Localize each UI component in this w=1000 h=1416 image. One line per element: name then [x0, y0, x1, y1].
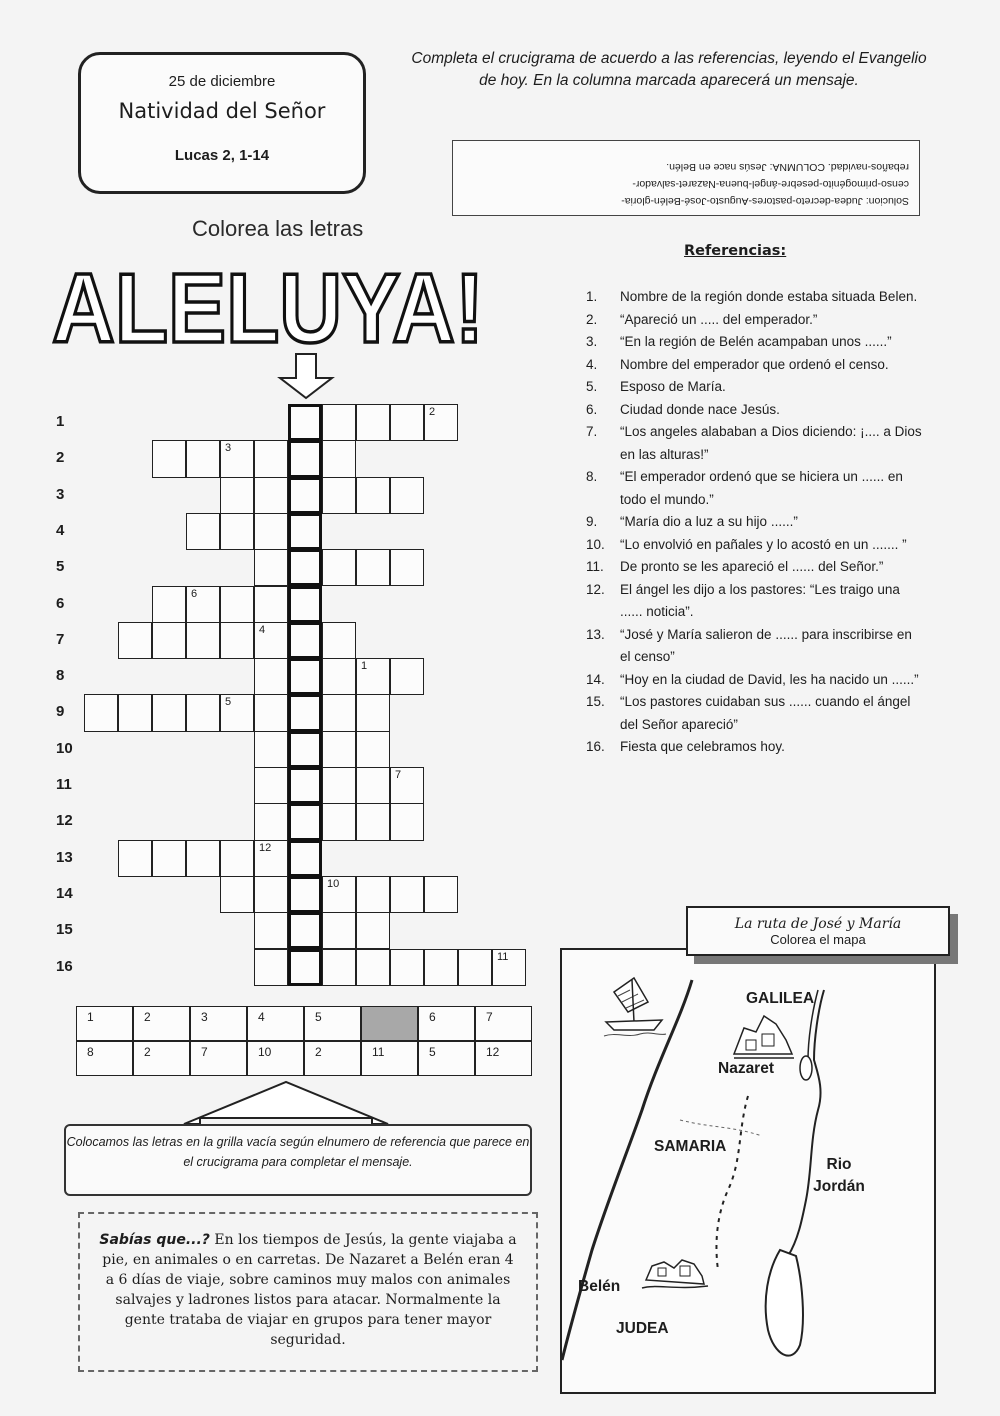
clue-number: 10	[327, 877, 340, 890]
crossword-cell[interactable]	[254, 912, 288, 949]
crossword-cell[interactable]	[322, 767, 356, 804]
message-cell[interactable]	[304, 1041, 361, 1076]
key-column-cell[interactable]	[288, 731, 322, 768]
crossword-cell[interactable]	[186, 440, 220, 477]
reference-text: Nombre de la región donde estaba situada Belen.	[620, 289, 918, 304]
clue-number: 7	[395, 769, 402, 781]
message-cell-number: 8	[87, 1045, 94, 1059]
row-number: 10	[56, 739, 73, 757]
crossword-cell[interactable]	[254, 477, 288, 514]
reference-item	[586, 421, 926, 466]
message-cell[interactable]	[475, 1006, 532, 1041]
did-you-know-box	[78, 1212, 538, 1372]
key-column-cell[interactable]	[288, 912, 322, 949]
clue-number: 11	[497, 950, 509, 963]
reference-item	[586, 466, 926, 511]
key-column-cell[interactable]	[288, 404, 322, 441]
crossword-cell[interactable]	[220, 876, 254, 913]
solution-line: rebaños-navidad. COLUMNA: Jesús nace en Belén.	[666, 161, 909, 173]
crossword-cell[interactable]	[390, 803, 424, 840]
message-cell[interactable]	[418, 1041, 475, 1076]
map-title: La ruta de José y María	[734, 916, 902, 932]
reference-item	[586, 331, 926, 354]
reference-number: 16.	[586, 739, 605, 754]
nazaret-town-icon	[734, 1016, 794, 1058]
key-column-cell[interactable]	[288, 477, 322, 514]
reference-text: “El emperador ordenó que se hiciera un ...... en todo el mundo.”	[620, 469, 903, 507]
crossword-cell[interactable]	[322, 477, 356, 514]
reference-text: “Los pastores cuidaban sus ...... cuando el ángel del Señor apareció”	[620, 694, 911, 732]
crossword-cell[interactable]	[390, 876, 424, 913]
message-cell[interactable]	[190, 1006, 247, 1041]
map-subtitle: Colorea el mapa	[770, 932, 866, 947]
crossword-cell[interactable]	[186, 622, 220, 659]
crossword-cell[interactable]	[254, 658, 288, 695]
crossword-cell[interactable]	[356, 876, 390, 913]
message-cell-number: 10	[258, 1045, 272, 1059]
solution-box-upside-down	[452, 140, 920, 216]
reference-item	[586, 534, 926, 557]
row-number: 4	[56, 521, 65, 539]
crossword-cell[interactable]	[84, 694, 118, 731]
crossword-cell[interactable]	[152, 622, 186, 659]
crossword-cell[interactable]	[220, 694, 254, 731]
reference-item	[586, 354, 926, 377]
message-cell-number: 3	[201, 1010, 208, 1024]
down-arrow-icon	[276, 352, 336, 400]
crossword-cell[interactable]	[356, 731, 390, 768]
reference-number: 3.	[586, 334, 598, 349]
crossword-cell[interactable]	[254, 803, 288, 840]
key-column-cell[interactable]	[288, 440, 322, 477]
crossword-cell[interactable]	[118, 622, 152, 659]
message-cell[interactable]	[133, 1006, 190, 1041]
crossword-cell[interactable]	[322, 949, 356, 986]
clue-number: 6	[191, 587, 198, 600]
row-number: 2	[56, 449, 65, 467]
row-number: 6	[56, 594, 65, 612]
message-cell-number: 7	[486, 1010, 493, 1024]
message-cell[interactable]	[247, 1041, 304, 1076]
did-you-know-text: En los tiempos de Jesús, la gente viajaba a pie, en animales o en carretas. De Nazaret a Belén eran 4 a 6 días de viaje, sobre caminos muy malos con animales salvajes y ladrones listos para atacar. Normalmente la gente trataba de viajar en grupos para tener mayor seguridad.	[102, 1232, 517, 1348]
date-label: 25 de diciembre	[168, 73, 276, 90]
clue-number: 2	[429, 406, 436, 418]
message-cell[interactable]	[304, 1006, 361, 1041]
message-cell[interactable]	[475, 1041, 532, 1076]
row-number: 9	[56, 703, 65, 721]
reference-text: Esposo de María.	[620, 379, 726, 394]
message-cell[interactable]	[190, 1041, 247, 1076]
solution-line: Solucion: Judea-decreto-pastores-Augusto-José-Belén-gloria-	[621, 195, 909, 207]
key-column-cell[interactable]	[288, 840, 322, 877]
crossword-cell[interactable]	[424, 404, 458, 441]
belen-town-icon	[642, 1260, 708, 1288]
crossword-cell[interactable]	[254, 876, 288, 913]
message-cell-number: 5	[429, 1045, 436, 1059]
row-number: 1	[56, 413, 65, 430]
reference-item	[586, 691, 926, 736]
crossword-cell[interactable]	[186, 840, 220, 877]
reference-item	[586, 736, 926, 759]
crossword-cell[interactable]	[118, 840, 152, 877]
crossword-cell[interactable]	[356, 694, 390, 731]
key-column-cell[interactable]	[288, 876, 322, 913]
reference-text: De pronto se les apareció el ...... del Señor.”	[620, 559, 884, 574]
clue-number: 12	[259, 841, 272, 854]
row-number: 15	[56, 921, 73, 939]
reference-item	[586, 376, 926, 399]
label-nazaret: Nazaret	[718, 1060, 774, 1077]
crossword-cell[interactable]	[152, 586, 186, 623]
up-arrow-icon	[176, 1078, 396, 1128]
reference-text: “Los angeles alababan a Dios diciendo: ¡.... a Dios en las alturas!”	[620, 424, 922, 462]
crossword-cell[interactable]	[322, 912, 356, 949]
crossword-cell[interactable]	[220, 440, 254, 477]
crossword-cell[interactable]	[254, 440, 288, 477]
aleluya-text: ALELUYA!	[52, 266, 484, 352]
reference-number: 9.	[586, 514, 598, 529]
crossword-cell[interactable]	[220, 513, 254, 550]
row-number: 12	[56, 812, 73, 830]
key-column-cell[interactable]	[288, 803, 322, 840]
crossword-cell[interactable]	[322, 658, 356, 695]
message-cell-number: 2	[144, 1045, 151, 1059]
reference-number: 10.	[586, 536, 605, 552]
message-cell-number: 6	[429, 1010, 436, 1024]
crossword-cell[interactable]	[220, 477, 254, 514]
reference-number: 6.	[586, 401, 598, 417]
crossword-cell[interactable]	[152, 694, 186, 731]
clue-number: 1	[361, 660, 368, 673]
crossword-cell[interactable]	[390, 949, 424, 986]
crossword-cell[interactable]	[322, 803, 356, 840]
reference-text: El ángel les dijo a los pastores: “Les traigo una ...... noticia”.	[620, 581, 900, 619]
crossword-cell[interactable]	[254, 622, 288, 659]
message-cell-number: 1	[87, 1010, 94, 1024]
crossword-cell[interactable]	[254, 549, 288, 586]
label-galilea: GALILEA	[746, 990, 815, 1007]
reference-number: 13.	[586, 626, 605, 642]
gospel-reference: Lucas 2, 1-14	[174, 147, 270, 164]
reference-number: 2.	[586, 311, 598, 327]
crossword-cell[interactable]	[322, 876, 356, 913]
crossword-cell[interactable]	[322, 404, 356, 441]
crossword-cell[interactable]	[390, 767, 424, 804]
message-cell-number: 7	[201, 1045, 208, 1059]
crossword-cell[interactable]	[390, 477, 424, 514]
crossword-cell[interactable]	[254, 767, 288, 804]
message-cell[interactable]	[247, 1006, 304, 1041]
clue-number: 5	[225, 696, 232, 709]
label-belen: Belén	[578, 1278, 621, 1295]
row-number: 5	[56, 558, 65, 576]
reference-item	[586, 624, 926, 669]
crossword-cell[interactable]	[254, 840, 288, 877]
crossword-cell[interactable]	[186, 513, 220, 550]
message-note: Colocamos las letras en la grilla vacía según elnumero de referencia que parece en el crucigrama para completar el mensaje.	[66, 1135, 530, 1169]
crossword-cell[interactable]	[356, 549, 390, 586]
row-number: 11	[56, 776, 72, 793]
key-column-cell[interactable]	[288, 949, 322, 986]
crossword-cell[interactable]	[322, 622, 356, 659]
color-letters-label: Colorea las letras	[192, 216, 364, 241]
key-column-cell[interactable]	[288, 694, 322, 731]
reference-number: 1.	[586, 289, 598, 304]
reference-text: “Hoy en la ciudad de David, les ha nacido un ......”	[620, 671, 919, 687]
label-judea: JUDEA	[616, 1320, 669, 1337]
reference-number: 8.	[586, 469, 598, 484]
did-you-know-title: Sabías que...?	[99, 1232, 210, 1248]
reference-number: 4.	[586, 356, 598, 372]
message-cell-number: 11	[372, 1045, 385, 1059]
reference-number: 14.	[586, 671, 605, 687]
aleluya-outline-title	[52, 266, 492, 352]
crossword-cell[interactable]	[356, 803, 390, 840]
crossword-cell[interactable]	[458, 949, 492, 986]
crossword-cell[interactable]	[492, 949, 526, 986]
message-cell[interactable]	[361, 1041, 418, 1076]
reference-item	[586, 556, 926, 579]
message-cell-number: 5	[315, 1010, 322, 1024]
reference-item	[586, 511, 926, 534]
crossword-cell[interactable]	[356, 404, 390, 441]
route-map	[560, 948, 936, 1394]
solution-line: censo-primogénito-pesebre-ángel-buena-Nazaret-salvador-	[632, 178, 909, 190]
reference-text: “En la región de Belén acampaban unos ......”	[620, 334, 892, 349]
message-cell-number: 2	[315, 1045, 322, 1059]
row-number: 14	[56, 884, 73, 902]
row-number: 7	[56, 630, 65, 648]
clue-number: 3	[225, 442, 232, 455]
crossword-cell[interactable]	[152, 440, 186, 477]
message-cell-number: 2	[144, 1010, 151, 1024]
message-cell-number: 4	[258, 1010, 265, 1024]
message-note-box	[64, 1124, 532, 1196]
reference-text: “Apareció un ..... del emperador.”	[620, 311, 818, 327]
reference-number: 15.	[586, 694, 605, 709]
crossword-cell[interactable]	[356, 477, 390, 514]
reference-text: “Lo envolvió en pañales y lo acostó en un ....... ”	[620, 536, 907, 552]
crossword-cell[interactable]	[356, 912, 390, 949]
references-list	[586, 286, 926, 759]
crossword-cell[interactable]	[254, 586, 288, 623]
reference-text: Ciudad donde nace Jesús.	[620, 401, 780, 417]
crossword-cell[interactable]	[186, 694, 220, 731]
reference-number: 7.	[586, 424, 598, 439]
reference-number: 11.	[586, 559, 604, 574]
header-box	[78, 52, 366, 194]
reference-text: “José y María salieron de ...... para inscribirse en el censo”	[620, 626, 912, 664]
references-title: Referencias:	[684, 243, 787, 259]
message-grid	[76, 1006, 532, 1076]
key-column-cell[interactable]	[288, 622, 322, 659]
crossword-cell[interactable]	[220, 840, 254, 877]
crossword-cell[interactable]	[254, 694, 288, 731]
message-cell[interactable]	[418, 1006, 475, 1041]
row-number: 13	[56, 848, 73, 866]
key-column-cell[interactable]	[288, 513, 322, 550]
reference-text: Fiesta que celebramos hoy.	[620, 739, 785, 754]
crossword-cell[interactable]	[322, 549, 356, 586]
crossword-cell[interactable]	[254, 731, 288, 768]
crossword-cell[interactable]	[424, 876, 458, 913]
message-cell-number: 12	[486, 1045, 500, 1059]
label-samaria: SAMARIA	[654, 1138, 727, 1155]
message-cell[interactable]	[133, 1041, 190, 1076]
crossword-cell[interactable]	[424, 949, 458, 986]
reference-number: 12.	[586, 581, 605, 597]
label-rio-jordan: Rio Jordán	[813, 1156, 865, 1195]
message-cell[interactable]	[76, 1041, 133, 1076]
reference-item	[586, 286, 926, 309]
crossword-cell[interactable]	[356, 949, 390, 986]
crossword-cell[interactable]	[322, 731, 356, 768]
instructions: Completa el crucigrama de acuerdo a las referencias, leyendo el Evangelio de hoy. En la columna marcada aparecerá un mensaje.	[411, 50, 927, 89]
key-column-cell[interactable]	[288, 658, 322, 695]
row-number: 8	[56, 667, 65, 685]
reference-item	[586, 579, 926, 624]
crossword-cell[interactable]	[220, 622, 254, 659]
reference-item	[586, 309, 926, 332]
clue-number: 4	[259, 623, 266, 636]
crossword-cell[interactable]	[254, 949, 288, 986]
crossword-cell[interactable]	[152, 840, 186, 877]
message-cell[interactable]	[361, 1006, 418, 1041]
key-column-cell[interactable]	[288, 586, 322, 623]
crossword-cell[interactable]	[254, 513, 288, 550]
map-title-box	[686, 906, 950, 956]
message-cell[interactable]	[76, 1006, 133, 1041]
crossword-cell[interactable]	[390, 658, 424, 695]
key-column-cell[interactable]	[288, 767, 322, 804]
key-column-cell[interactable]	[288, 549, 322, 586]
ship-icon	[604, 978, 666, 1036]
crossword-cell[interactable]	[356, 767, 390, 804]
crossword-cell[interactable]	[322, 694, 356, 731]
crossword-cell[interactable]	[390, 549, 424, 586]
row-number: 3	[56, 485, 65, 503]
page-title: Natividad del Señor	[118, 99, 326, 123]
crossword-cell[interactable]	[390, 404, 424, 441]
crossword-cell[interactable]	[186, 586, 220, 623]
reference-text: Nombre del emperador que ordenó el censo.	[620, 356, 889, 372]
reference-number: 5.	[586, 379, 598, 394]
crossword-cell[interactable]	[220, 586, 254, 623]
reference-item	[586, 669, 926, 692]
row-number: 16	[56, 957, 73, 975]
reference-item	[586, 399, 926, 422]
crossword-cell[interactable]	[322, 440, 356, 477]
crossword-cell[interactable]	[118, 694, 152, 731]
reference-text: “María dio a luz a su hijo ......”	[620, 514, 798, 529]
crossword-cell[interactable]	[356, 658, 390, 695]
